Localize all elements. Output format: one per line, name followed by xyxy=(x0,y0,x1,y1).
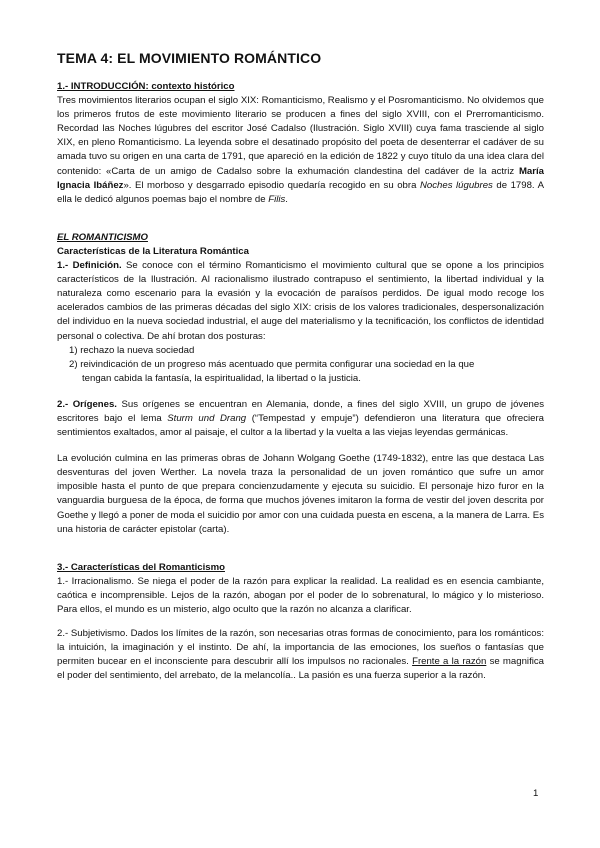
irracionalismo-paragraph: 1.- Irracionalismo. Se niega el poder de la razón para explicar la realidad. La realidad es en esencia cambiante, caótica e incomprensible. Lejos de la razón, abogan por el poder de lo sobrenatural, lo mágico y lo misterioso. Para ellos, el mundo es un misterio, algo oculto que la razón no alcanza a clarificar. xyxy=(57,575,544,615)
document-page xyxy=(57,50,544,683)
intro-text-b: ». El morboso y desgarrado episodio quedaría recogido en su obra xyxy=(123,179,420,191)
subjetivismo-text-a: 2.- Subjetivismo. Dados los límites de la razón, son necesarias otras formas de conocimiento, para los románticos: la intuición, la imaginación y el instinto. De ahí, la importancia de las emociones, los sueños o fantasías que permiten bucear en el inconsciente para descubrir allí los impulsos no racionales. xyxy=(57,628,544,668)
intro-text-c: de 1798. A ella le dedicó algunos poemas bajo el nombre de xyxy=(57,179,545,205)
definicion-text: Se conoce con el término Romanticismo el movimiento cultural que se opone a los principios característicos de la Ilustración. Al racionalismo ilustrado contrapuso el sentimiento, la libertad individual y la naturaleza como escenario para la evasión y la evocación de paraísos perdidos. De igual modo recoge los acelerados cambios de las primeras décadas del siglo XIX: crisis de los valores tradicionales, despersonalización del individuo en la nueva sociedad industrial, el auge del materialismo y la tecnificación, los conflictos de identidad personal o colectiva. De ahí brotan dos posturas: xyxy=(57,260,544,342)
origenes-paragraph xyxy=(57,398,544,440)
romanticismo-subheading: Características de la Literatura Romántica xyxy=(57,245,249,257)
page-number: 1 xyxy=(533,788,539,799)
list-item-continuation: tengan cabida la fantasía, la espiritualidad, la libertad o la justicia. xyxy=(82,372,361,384)
subjetivismo-text-b: se magnifica el poder del sentimiento, del arrebato, de la melancolía.. La pasión es una fuerza superior a la razón. xyxy=(57,656,544,682)
romanticismo-heading: EL ROMANTICISMO xyxy=(57,231,148,243)
origenes-italic-motto: Sturm und Drang xyxy=(167,412,247,424)
list-item: 2) reivindicación de un progreso más acentuado que permita configurar una sociedad en la que xyxy=(69,358,475,370)
intro-italic-filis: Filis xyxy=(268,193,286,205)
subjetivismo-underlined: Frente a la razón xyxy=(412,656,487,668)
origenes-label: 2.- Orígenes. xyxy=(57,398,117,410)
intro-italic-work: Noches lúgubres xyxy=(419,179,493,191)
origenes-text-b: (“Tempestad y empuje”) defendieron una literatura que ofreciera sentimientos exaltados, amor al paisaje, el cultor a la libertad y la vuelta a las viejas leyendas germánicas. xyxy=(57,412,544,439)
origenes-text-a: Sus orígenes se encuentran en Alemania, donde, a fines del siglo XVIII, un grupo de jóvenes escritores bajo el lema xyxy=(57,398,545,424)
intro-paragraph xyxy=(57,94,544,207)
intro-bold-name: María Ignacia Ibáñez xyxy=(57,165,544,191)
intro-text-d: . xyxy=(285,193,288,205)
list-item: 1) rechazo la nueva sociedad xyxy=(69,344,195,356)
intro-heading: 1.- INTRODUCCIÓN: contexto histórico xyxy=(57,81,235,92)
evolucion-paragraph: La evolución culmina en las primeras obras de Johann Wolgang Goethe (1749-1832), entre las que destaca Las desventuras del joven Werther. La novela traza la personalidad de un joven romántico que sufre un amor imposible hasta el punto de que prepara concienzudamente y ejecuta su suicidio. El personaje hizo furor en la vanguardia burguesa de la época, de forma que muchos jóvenes imitaron la forma de vestir del joven descrita por Goethe y llegó a poner de moda el suicidio por amor con una cuidada puesta en escena, a la manera de Larra. Es una historia de carácter epistolar (carta). xyxy=(57,453,544,535)
page-title: TEMA 4: EL MOVIMIENTO ROMÁNTICO xyxy=(57,50,322,66)
postures-list xyxy=(57,344,544,386)
intro-text-a: Tres movimientos literarios ocupan el siglo XIX: Romanticismo, Realismo y el Posromanticismo. No olvidemos que los primeros frutos de este movimiento literario se producen a fines del siglo XVIII, con el Prerromanticismo. Recordad las Noches lúgubres del escritor José Cadalso (Ilustración. Siglo XVIII) cuya fama trasciende al siglo XIX, en pleno Romanticismo. La leyenda sobre el desatinado propósito del poeta de desenterrar el cadáver de su amada tuvo su origen en una carta de 1791, que apareció en la edición de 1822 y cuyo título da una idea clara del contenido: «Carta de un amigo de Cadalso sobre la exhumación clandestina del cadáver de la actriz xyxy=(57,95,544,177)
definicion-label: 1.- Definición. xyxy=(57,260,122,272)
definicion-paragraph xyxy=(57,259,544,344)
caracteristicas-heading: 3.- Características del Romanticismo xyxy=(57,561,225,573)
subjetivismo-paragraph xyxy=(57,627,544,683)
